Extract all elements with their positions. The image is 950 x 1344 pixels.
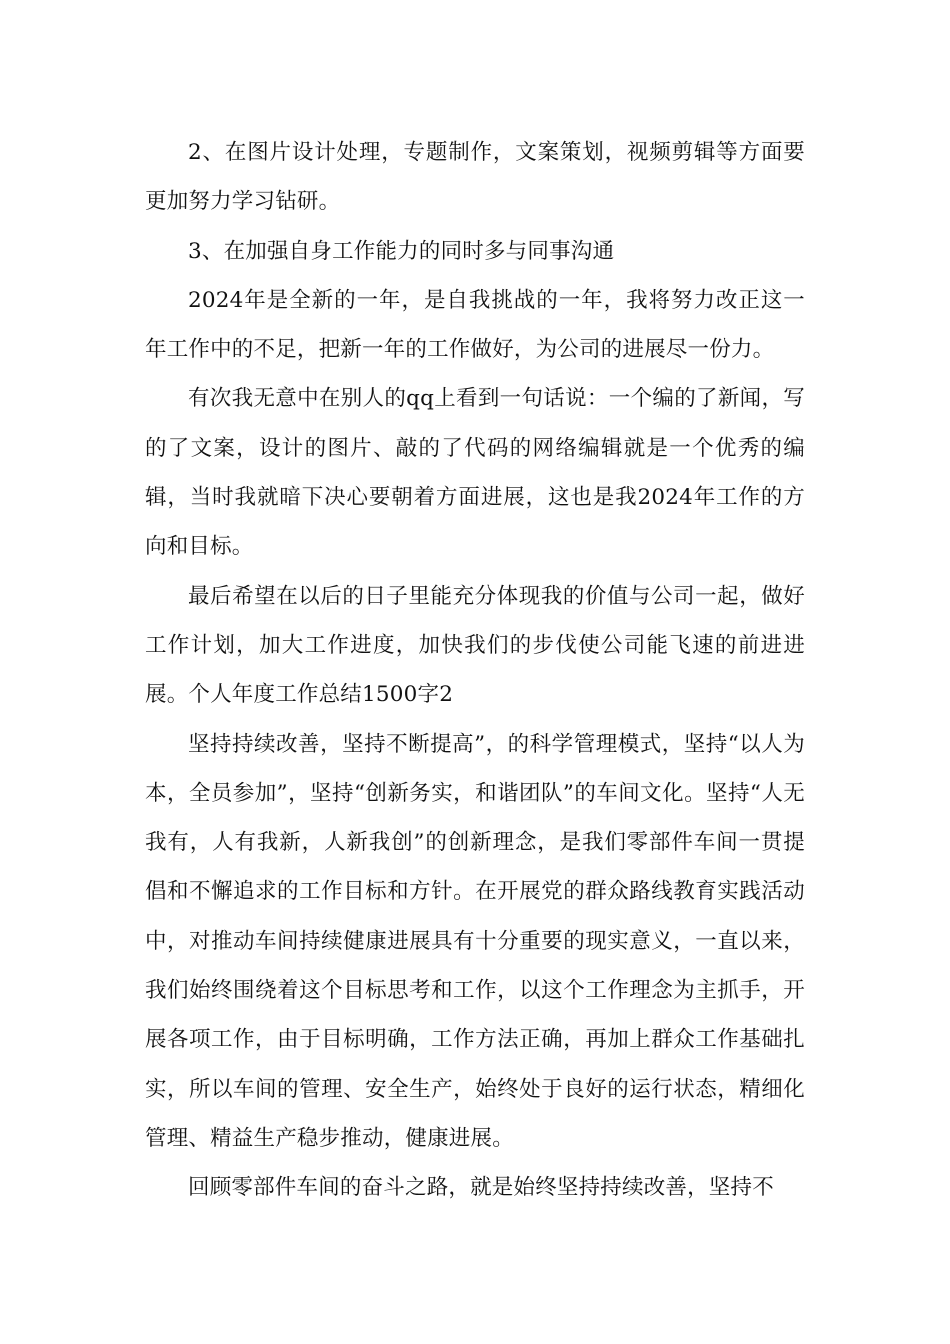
paragraph-5: 最后希望在以后的日子里能充分体现我的价值与公司一起，做好工作计划，加大工作进度，加快我们的步伐使公司能飞速的前进进展。个人年度工作总结1500字2 xyxy=(145,583,805,708)
paragraph-7: 回顾零部件车间的奋斗之路，就是始终坚持持续改善，坚持不 xyxy=(188,1175,774,1201)
paragraph-6: 坚持持续改善，坚持不断提高”，的科学管理模式，坚持“以人为本，全员参加”，坚持“创新务实，和谐团队”的车间文化。坚持“人无我有，人有我新，人新我创”的创新理念，是我们零部件车间一贯提倡和不懈追求的工作目标和方针。在开展党的群众路线教育实践活动中，对推动车间持续健康进展具有十分重要的现实意义，一直以来，我们始终围绕着这个目标思考和工作，以这个工作理念为主抓手，开展各项工作，由于目标明确，工作方法正确，再加上群众工作基础扎实，所以车间的管理、安全生产，始终处于良好的运行状态，精细化管理、精益生产稳步推动，健康进展。 xyxy=(145,731,805,1151)
paragraph-4: 有次我无意中在别人的qq上看到一句话说：一个编的了新闻，写的了文案，设计的图片、敲的了代码的网络编辑就是一个优秀的编辑，当时我就暗下决心要朝着方面进展，这也是我2024年工作的方向和目标。 xyxy=(145,386,805,560)
paragraph-2: 3、在加强自身工作能力的同时多与同事沟通 xyxy=(188,238,615,264)
document-body xyxy=(145,128,805,1213)
paragraph-3: 2024年是全新的一年，是自我挑战的一年，我将努力改正这一年工作中的不足，把新一年的工作做好，为公司的进展尽一份力。 xyxy=(145,287,805,363)
paragraph-1: 2、在图片设计处理，专题制作，文案策划，视频剪辑等方面要更加努力学习钻研。 xyxy=(145,140,805,215)
